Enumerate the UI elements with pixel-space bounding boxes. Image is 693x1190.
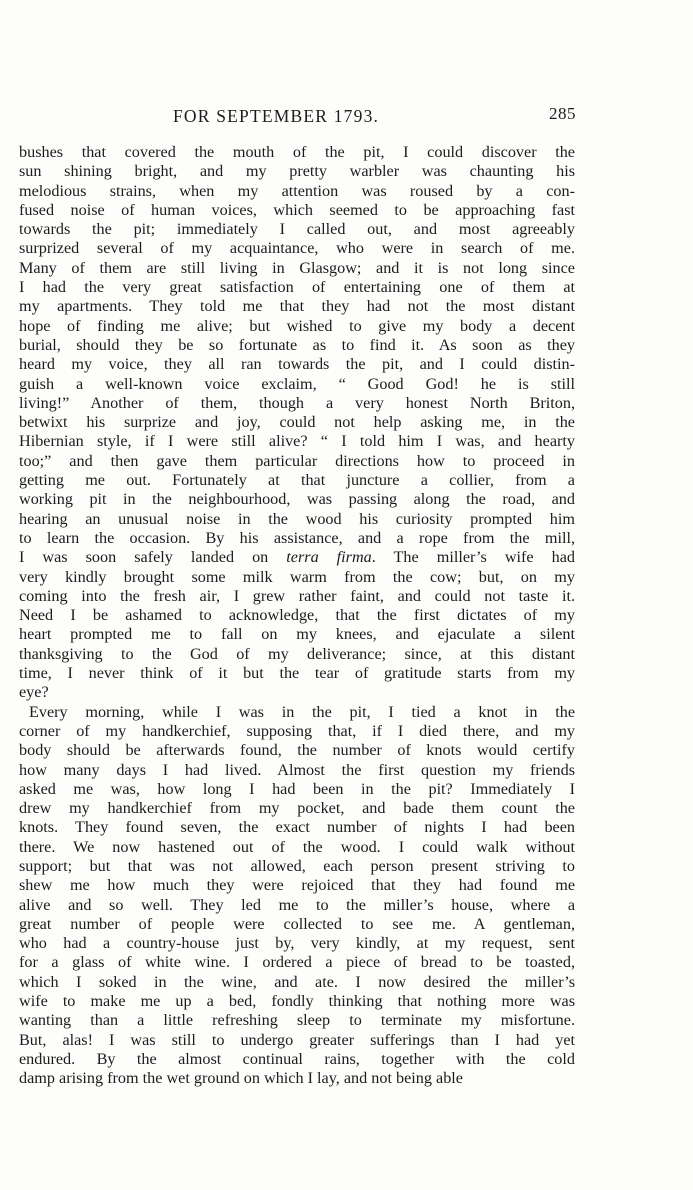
paragraph bbox=[19, 143, 575, 703]
text-line: corner of my handkerchief, supposing that, if I died there, and my bbox=[19, 721, 575, 740]
text-line: burial, should they be so fortunate as to find it. As soon as they bbox=[19, 335, 575, 354]
text-line: to learn the occasion. By his assistance, and a rope from the mill, bbox=[19, 528, 575, 547]
text-line: towards the pit; immediately I called out, and most agreeably bbox=[19, 220, 575, 239]
text-line: betwixt his surprize and joy, could not help asking me, in the bbox=[19, 413, 575, 432]
text-line: body should be afterwards found, the number of knots would certify bbox=[19, 741, 575, 760]
italic-phrase: terra firma bbox=[286, 548, 372, 567]
text-line: Need I be ashamed to acknowledge, that the first dictates of my bbox=[19, 606, 575, 625]
text-line: support; but that was not allowed, each person present striving to bbox=[19, 856, 575, 875]
text-line: Many of them are still living in Glasgow; and it is not long since bbox=[19, 258, 575, 277]
text-line: too;” and then gave them particular directions how to proceed in bbox=[19, 451, 575, 470]
text-line: living!” Another of them, though a very honest North Briton, bbox=[19, 393, 575, 412]
text-line: eye? bbox=[19, 683, 49, 702]
text-line: shew me how much they were rejoiced that they had found me bbox=[19, 876, 575, 895]
text-line: Every morning, while I was in the pit, I tied a knot in the bbox=[29, 702, 575, 721]
text-line: fused noise of human voices, which seemed to be approaching fast bbox=[19, 200, 575, 219]
text-line: who had a country-house just by, very kindly, at my request, sent bbox=[19, 934, 575, 953]
text-line: wife to make me up a bed, fondly thinking that nothing more was bbox=[19, 992, 575, 1011]
text-line: surprized several of my acquaintance, who were in search of me. bbox=[19, 239, 575, 258]
text-line: melodious strains, when my attention was roused by a con- bbox=[19, 181, 575, 200]
text-line: which I soked in the wine, and ate. I now desired the miller’s bbox=[19, 972, 575, 991]
text-line: my apartments. They told me that they had not the most distant bbox=[19, 297, 575, 316]
text-line: Hibernian style, if I were still alive? “ I told him I was, and hearty bbox=[19, 432, 575, 451]
text-line: guish a well-known voice exclaim, “ Good God! he is still bbox=[19, 374, 575, 393]
text-line: asked me was, how long I had been in the pit? Immediately I bbox=[19, 779, 575, 798]
text-line: thanksgiving to the God of my deliverance; since, at this distant bbox=[19, 644, 575, 663]
text-line: hearing an unusual noise in the wood his curiosity prompted him bbox=[19, 509, 575, 528]
text-line bbox=[19, 548, 575, 567]
text-line: time, I never think of it but the tear of gratitude starts from my bbox=[19, 664, 575, 683]
text-line: very kindly brought some milk warm from the cow; but, on my bbox=[19, 567, 575, 586]
text-segment: . The miller’s wife had bbox=[371, 548, 575, 567]
text-line: for a glass of white wine. I ordered a piece of bread to be toasted, bbox=[19, 953, 575, 972]
text-segment: I was soon safely landed on bbox=[19, 548, 287, 567]
text-line: drew my handkerchief from my pocket, and bade them count the bbox=[19, 799, 575, 818]
body-text bbox=[19, 143, 575, 1089]
text-line: heart prompted me to fall on my knees, and ejaculate a silent bbox=[19, 625, 575, 644]
text-line: great number of people were collected to see me. A gentleman, bbox=[19, 914, 575, 933]
paragraph bbox=[19, 703, 575, 1089]
text-line: coming into the fresh air, I grew rather faint, and could not taste it. bbox=[19, 586, 575, 605]
text-line: working pit in the neighbourhood, was passing along the road, and bbox=[19, 490, 575, 509]
text-line: getting me out. Fortunately at that juncture a collier, from a bbox=[19, 471, 575, 490]
text-line: how many days I had lived. Almost the first question my friends bbox=[19, 760, 575, 779]
text-line: sun shining bright, and my pretty warbler was chaunting his bbox=[19, 162, 575, 181]
text-line: knots. They found seven, the exact number of nights I had been bbox=[19, 818, 575, 837]
text-line: hope of finding me alive; but wished to give my body a decent bbox=[19, 316, 575, 335]
text-line: bushes that covered the mouth of the pit, I could discover the bbox=[19, 143, 575, 161]
text-line: alive and so well. They led me to the miller’s house, where a bbox=[19, 895, 575, 914]
text-line: But, alas! I was still to undergo greater sufferings than I had yet bbox=[19, 1030, 575, 1049]
page-number: 285 bbox=[549, 104, 576, 123]
text-line: endured. By the almost continual rains, together with the cold bbox=[19, 1049, 575, 1068]
running-head bbox=[18, 106, 578, 130]
text-line: there. We now hastened out of the wood. I could walk without bbox=[19, 837, 575, 856]
text-line: wanting than a little refreshing sleep to terminate my misfortune. bbox=[19, 1011, 575, 1030]
text-line: damp arising from the wet ground on which I lay, and not being able bbox=[19, 1069, 463, 1088]
running-head-title: FOR SEPTEMBER 1793. bbox=[173, 106, 380, 126]
text-line: heard my voice, they all ran towards the pit, and I could distin- bbox=[19, 355, 575, 374]
text-line: I had the very great satisfaction of entertaining one of them at bbox=[19, 278, 575, 297]
